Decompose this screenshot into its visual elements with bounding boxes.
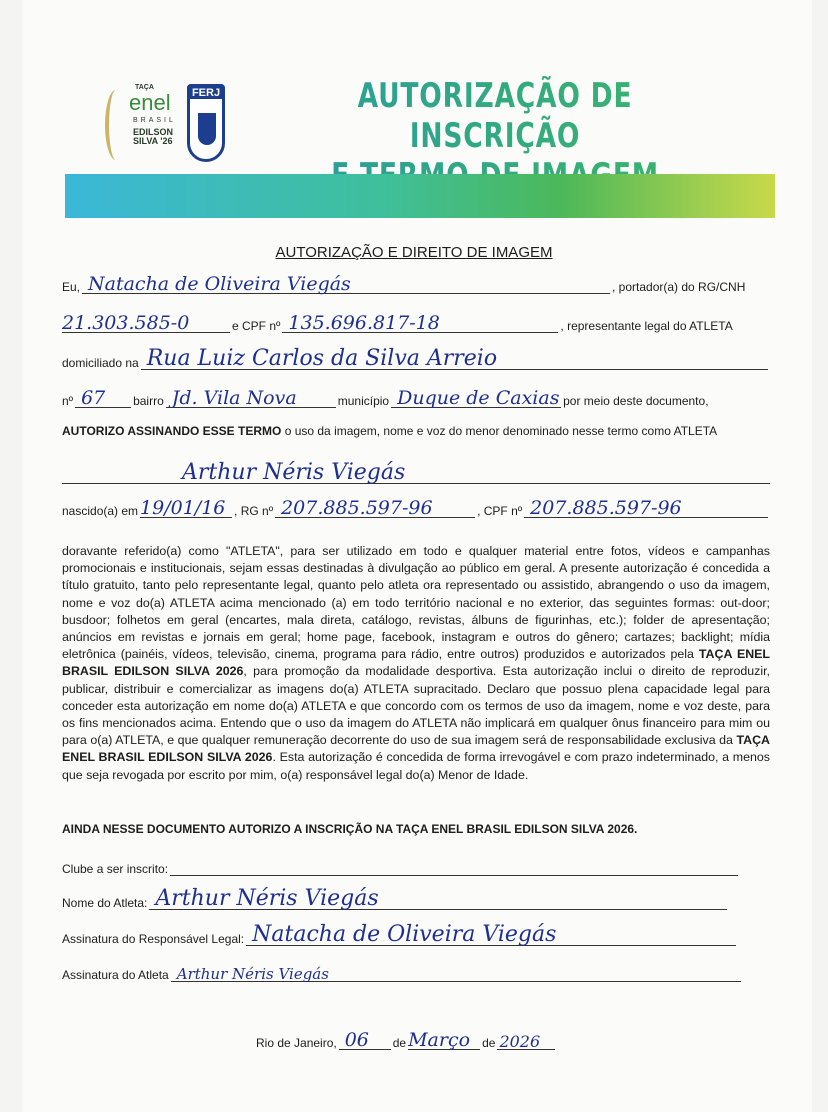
line-nome-atleta <box>62 886 770 911</box>
line-clube <box>62 858 770 876</box>
label: Eu, <box>62 280 81 294</box>
paragraph-text: , para promoção da modalidade desportiva. Esta autorização inclui o direito de reproduzir, publicar, distribuir e comercializar as imagens do(a) ATLETA supracitado. Declaro que possuo plena capacidade legal para conceder esta autorização em nome do(a) ATLETA e que concordo com os termos de uso da imagem, nome e voz deste, para os fins mencionados acima. Entendo que o uso da imagem do ATLETA não implicará em qualquer ônus financeiro para mim ou para o(a) ATLETA, e que qualquer remuneração decorrente do uso de sua imagem será de responsabilidade exclusiva da <box>62 664 770 748</box>
org-name: TAÇA ENEL BRASIL EDILSON SILVA 2026 <box>62 647 770 679</box>
handwritten-value: Natacha de Oliveira Viegás <box>88 273 351 295</box>
numero-field[interactable] <box>75 387 131 409</box>
signature: Natacha de Oliveira Viegás <box>252 922 557 947</box>
taca-enel-logo <box>105 82 185 162</box>
dia-field[interactable] <box>339 1029 391 1051</box>
label: , portador(a) do RG/CNH <box>612 280 746 294</box>
handwritten-value: Jd. Vila Nova <box>171 387 297 409</box>
handwritten-value: 2026 <box>499 1032 541 1051</box>
label: município <box>337 394 390 408</box>
label: Assinatura do Atleta <box>62 968 169 982</box>
handwritten-value: 207.885.597-96 <box>530 497 682 519</box>
nascimento-field[interactable] <box>140 497 232 519</box>
label: , representante legal do ATLETA <box>560 319 733 333</box>
handwritten-value: 207.885.597-96 <box>281 497 433 519</box>
municipio-field[interactable] <box>391 387 561 409</box>
responsavel-cpf-field[interactable] <box>282 312 558 334</box>
assinatura-responsavel-field[interactable] <box>246 922 736 947</box>
label: domiciliado na <box>62 356 139 370</box>
title-line-1: AUTORIZAÇÃO DE INSCRIÇÃO <box>357 76 633 156</box>
label: Rio de Janeiro, <box>256 1036 337 1050</box>
handwritten-value: 135.696.817-18 <box>288 312 440 334</box>
logo-text: TAÇA <box>135 84 154 91</box>
handwritten-value: 06 <box>344 1029 369 1051</box>
handwritten-value: 67 <box>81 387 106 409</box>
label: , RG nº <box>234 504 274 518</box>
atleta-cpf-field[interactable] <box>524 497 768 519</box>
label: nascido(a) em <box>62 504 139 518</box>
endereco-field[interactable] <box>141 346 768 371</box>
label-bold: AINDA NESSE DOCUMENTO AUTORIZO A INSCRIÇÃO NA TAÇA ENEL BRASIL EDILSON SILVA 2026. <box>62 822 638 836</box>
handwritten-value: 19/01/16 <box>140 497 226 519</box>
label: nº <box>62 394 74 408</box>
label: Clube a ser inscrito: <box>62 862 169 876</box>
line-autorizo <box>62 424 770 438</box>
header <box>95 62 775 222</box>
logo-text: BRASIL <box>133 117 176 124</box>
line-nascimento <box>62 497 770 519</box>
line-data <box>256 1029 596 1051</box>
line-responsavel <box>62 273 770 295</box>
handwritten-value: Arthur Néris Viegás <box>155 886 379 911</box>
label: bairro <box>133 394 164 408</box>
line-assinatura-atleta <box>62 964 770 982</box>
nome-atleta-field[interactable] <box>149 886 727 911</box>
ano-field[interactable] <box>497 1032 555 1050</box>
authorization-text <box>62 543 770 784</box>
line-bairro <box>62 387 770 409</box>
label: Assinatura do Responsável Legal: <box>62 932 245 946</box>
atleta-rg-field[interactable] <box>275 497 475 519</box>
inscricao-heading <box>62 822 770 836</box>
bairro-field[interactable] <box>166 387 336 409</box>
paragraph-text: . Esta autorização é concedida de forma irrevogável e com prazo indeterminado, a menos que seja revogada por escrito por mim, o(a) responsável legal do(a) Menor de Idade. <box>62 750 770 782</box>
paragraph-text: doravante referido(a) como "ATLETA", para ser utilizado em todo e qualquer material entre fotos, vídeos e campanhas promocionais e institucionais, sejam essas destinadas à divulgação ao público em geral. A presente autorização é concedida a título gratuito, tanto pelo representante legal, quanto pelo atleta ora representado ou assistido, abrangendo o uso da imagem, nome e voz do(a) ATLETA acima mencionado (a) em todo território nacional e no exterior, das seguintes formas: out-door; busdoor; folhetos em geral (encartes, mala direta, catálogo, revistas, álbuns de figurinhas, etc.); folder de apresentação; anúncios em revistas e jornais em geral; home page, facebook, instagram e outros do gênero; cartazes; backlight; mídia eletrônica (painéis, vídeos, televisão, cinema, programa para rádio, entre outros) produzidos e autorizados pela <box>62 544 770 662</box>
handwritten-value: Arthur Néris Viegás <box>182 460 406 485</box>
mes-field[interactable] <box>408 1029 480 1051</box>
label: , CPF nº <box>477 504 523 518</box>
line-documentos <box>62 312 770 334</box>
label: por meio deste documento, <box>563 394 709 408</box>
assinatura-atleta-field[interactable] <box>171 964 741 982</box>
label: e CPF nº <box>232 319 281 333</box>
label: o uso da imagem, nome e voz do menor denominado nesse termo como ATLETA <box>281 424 718 438</box>
line-atleta <box>62 460 770 485</box>
ferj-logo <box>187 84 225 162</box>
handwritten-value: Duque de Caxias <box>397 387 560 409</box>
line-assinatura-responsavel <box>62 922 770 947</box>
section-title: AUTORIZAÇÃO E DIREITO DE IMAGEM <box>275 244 553 261</box>
logo-text: enel <box>129 90 171 115</box>
line-endereco <box>62 346 770 371</box>
ferj-text: FERJ <box>191 87 221 99</box>
gradient-band <box>65 174 775 218</box>
atleta-nome-field[interactable] <box>62 460 770 485</box>
label: Nome do Atleta: <box>62 896 148 910</box>
handwritten-value: Rua Luiz Carlos da Silva Arreio <box>146 346 498 371</box>
label: de <box>392 1036 407 1050</box>
signature: Arthur Néris Viegás <box>176 965 329 983</box>
clube-field[interactable] <box>170 858 738 876</box>
label-bold: AUTORIZO ASSINANDO ESSE TERMO <box>62 424 282 438</box>
org-name: TAÇA ENEL BRASIL EDILSON SILVA 2026 <box>62 733 770 765</box>
handwritten-value: 21.303.585-0 <box>62 312 190 334</box>
responsavel-rg-field[interactable] <box>62 312 230 334</box>
label: de <box>482 1036 496 1050</box>
responsavel-nome-field[interactable] <box>82 273 610 295</box>
logo-text: EDILSON SILVA '26 <box>133 127 174 146</box>
handwritten-value: Março <box>408 1029 471 1051</box>
